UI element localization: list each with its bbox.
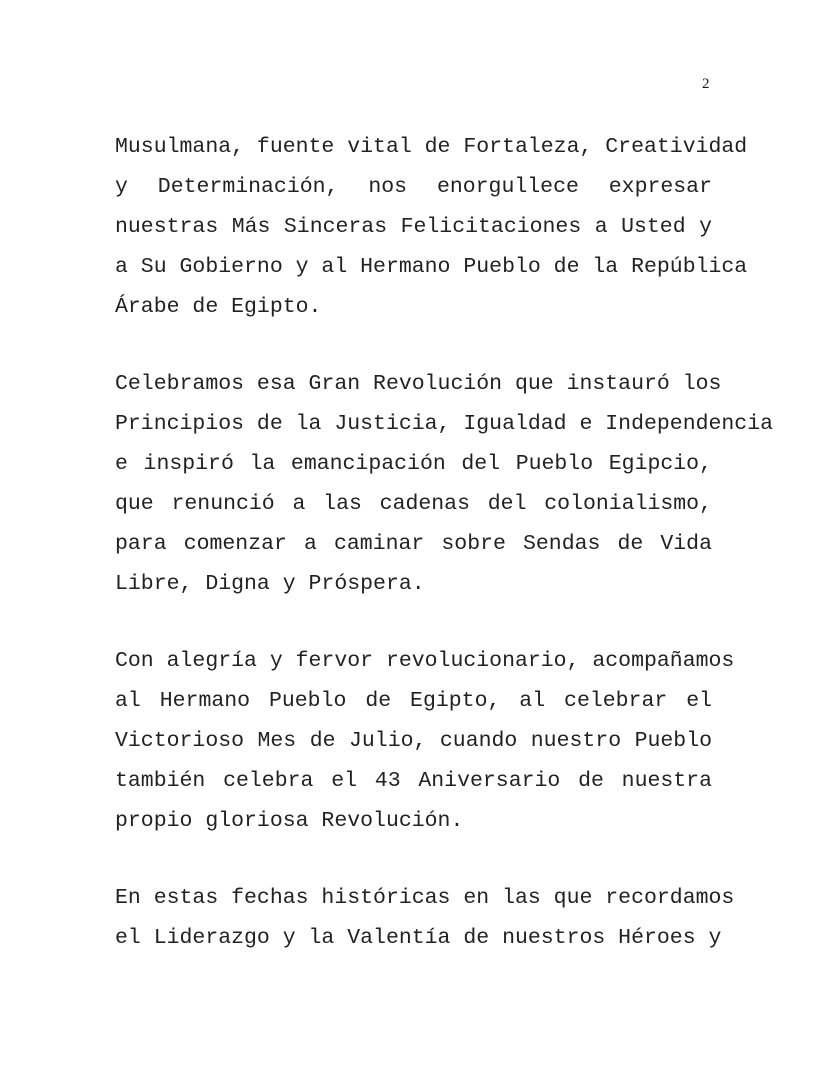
paragraph-3 <box>115 641 735 841</box>
text-line: que renunció a las cadenas del colonialismo, <box>115 492 712 516</box>
text-line: para comenzar a caminar sobre Sendas de Vida <box>115 532 712 556</box>
text-line: propio gloriosa Revolución. <box>115 809 464 833</box>
page-number: 2 <box>702 76 710 92</box>
text-line: Victorioso Mes de Julio, cuando nuestro Pueblo <box>115 729 712 753</box>
text-line: también celebra el 43 Aniversario de nuestra <box>115 769 712 793</box>
text-line: Principios de la Justicia, Igualdad e Independencia <box>115 412 774 436</box>
text-line: y Determinación, nos enorgullece expresar <box>115 175 712 199</box>
text-line: En estas fechas históricas en las que recordamos <box>115 886 735 910</box>
text-line: Con alegría y fervor revolucionario, acompañamos <box>115 649 735 673</box>
text-line: a Su Gobierno y al Hermano Pueblo de la República <box>115 255 748 279</box>
text-line: Árabe de Egipto. <box>115 295 322 319</box>
text-line: Libre, Digna y Próspera. <box>115 572 425 596</box>
text-line: al Hermano Pueblo de Egipto, al celebrar el <box>115 689 712 713</box>
paragraph-2 <box>115 364 774 604</box>
text-line: e inspiró la emancipación del Pueblo Egipcio, <box>115 452 712 476</box>
paragraph-1 <box>115 127 748 327</box>
letter-body <box>115 127 774 995</box>
text-line: el Liderazgo y la Valentía de nuestros Héroes y <box>115 926 722 950</box>
text-line: Musulmana, fuente vital de Fortaleza, Creatividad <box>115 135 748 159</box>
paragraph-4 <box>115 878 735 958</box>
text-line: Celebramos esa Gran Revolución que instauró los <box>115 372 722 396</box>
text-line: nuestras Más Sinceras Felicitaciones a Usted y <box>115 215 712 239</box>
